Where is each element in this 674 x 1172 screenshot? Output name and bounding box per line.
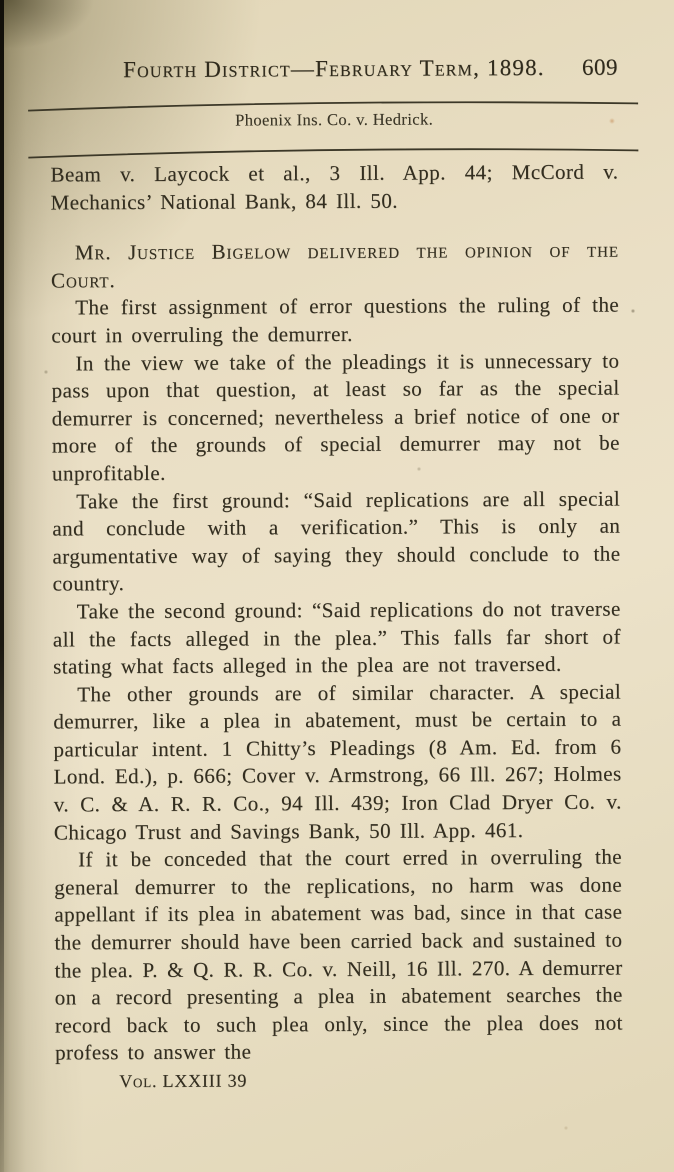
running-head	[50, 55, 618, 84]
page-footer	[55, 1069, 623, 1093]
paragraph: The first assignment of error questions the ruling of the court in overruling the demurrer.	[51, 292, 620, 348]
paragraph: Take the first ground: “Said replications are all special and conclude with a verification.” This is only an argumentative way of saying they should conclude to the country.	[52, 486, 621, 596]
paragraph: If it be conceded that the court erred in overruling the general demurrer to the replications, no harm was done appellant if its plea in abatement was bad, since in that case the demurrer should have been carried back and sustained to the plea. P. & Q. R. R. Co. v. Neill, 16 Ill. 270. A demurrer on a record presenting a plea in abatement searches the record back to such plea only, since the plea does not profess to answer the	[54, 844, 623, 1065]
paragraph: Beam v. Laycock et al., 3 Ill. App. 44; McCord v. Mechanics’ National Bank, 84 Ill. 50.	[50, 159, 619, 215]
paragraph: Take the second ground: “Said replications do not traverse all the facts alleged in the plea.” This falls far short of stating what facts alleged in the plea are not traversed.	[52, 596, 621, 679]
header-rule-bottom	[26, 142, 640, 159]
volume-label: Vol. LXXIII 39	[119, 1070, 248, 1092]
paragraph: The other grounds are of similar character. A special demurrer, like a plea in abatement, must be certain to a particular intent. 1 Chitty’s Pleadings (8 Am. Ed. from 6 Lond. Ed.), p. 666; Cover v. Armstrong, 66 Ill. 267; Holmes v. C. & A. R. R. Co., 94 Ill. 439; Iron Clad Dryer Co. v. Chicago Trust and Savings Bank, 50 Ill. App. 461.	[53, 679, 622, 845]
opinion-body	[50, 159, 623, 1068]
paragraph: Mr. Justice Bigelow delivered the opinion of the Court.	[50, 237, 619, 293]
page-number: 609	[581, 54, 618, 80]
page-header	[50, 55, 619, 170]
running-title: Fourth District—February Term, 1898.	[123, 54, 545, 83]
case-caption: Phoenix Ins. Co. v. Hedrick.	[235, 109, 434, 130]
paragraph: In the view we take of the pleadings it is unnecessary to pass upon that question, at least so far as the special demurrer is concerned; nevertheless a brief notice of one or more of the grounds of special demurrer may not be unprofitable.	[51, 348, 620, 486]
